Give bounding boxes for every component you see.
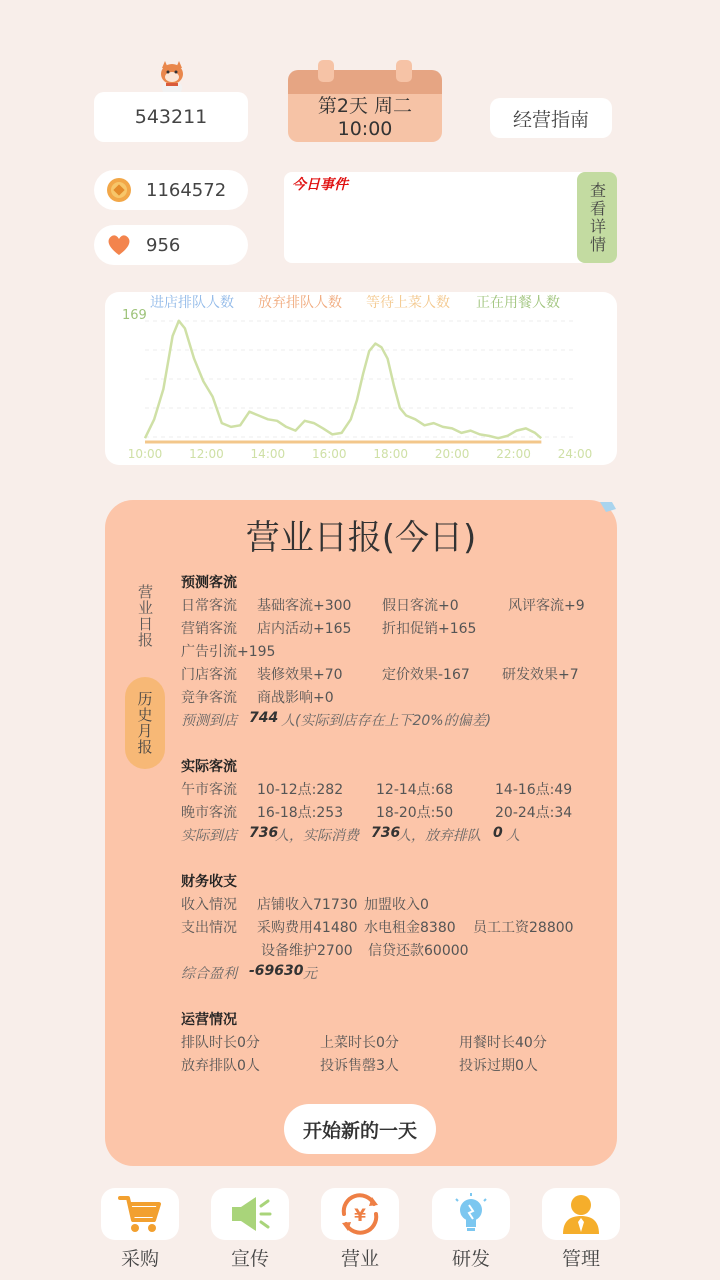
manager-icon	[557, 1192, 605, 1236]
coin-icon	[106, 177, 132, 203]
likes-value: 956	[146, 234, 181, 256]
tab-daily-report[interactable]: 营业日报	[136, 584, 154, 648]
actual-title: 实际客流	[181, 759, 237, 775]
finance-title: 财务收支	[181, 874, 237, 890]
actual-row: 晚市客流 16-18点:253 18-20点:50 20-24点:34	[181, 805, 573, 821]
forecast-note: 预测到店 744 人(实际到店存在上下20%的偏差)	[181, 710, 492, 729]
expense-row: 设备维护2700 信贷还款60000	[261, 943, 469, 959]
heart-icon	[106, 232, 132, 258]
yen-refresh-icon	[336, 1192, 384, 1236]
forecast-row: 门店客流 装修效果+70 定价效果-167 研发效果+7	[181, 667, 579, 683]
tab-monthly-history[interactable]: 历史月报	[125, 677, 165, 769]
nav-research-label: 研发	[451, 1248, 490, 1270]
nav-management[interactable]	[542, 1188, 620, 1271]
chart-x-tick-label: 12:00	[189, 447, 224, 461]
nav-purchase[interactable]	[101, 1188, 179, 1271]
nav-purchase-label: 采购	[120, 1248, 159, 1270]
chart-x-tick-label: 24:00	[557, 447, 593, 461]
actual-note: 实际到店 736 人，实际消费 736 人，放弃排队 0 人	[181, 825, 520, 844]
mascot-icon	[152, 60, 192, 96]
svg-text:¥: ¥	[354, 1206, 366, 1226]
calendar-time: 10:00	[337, 118, 393, 140]
forecast-row: 日常客流 基础客流+300 假日客流+0 风评客流+9	[181, 598, 585, 614]
chart-x-tick-label: 14:00	[250, 447, 286, 461]
income-row: 收入情况 店铺收入71730 加盟收入0	[181, 897, 429, 913]
daily-report-panel	[105, 500, 617, 1166]
report-title: 营业日报(今日)	[245, 518, 477, 558]
customer-flow-chart	[105, 292, 617, 465]
chart-x-tick-label: 16:00	[311, 447, 347, 461]
forecast-row: 竞争客流 商战影响+0	[181, 690, 334, 706]
nav-management-label: 管理	[561, 1248, 600, 1270]
chart-x-tick-label: 18:00	[373, 447, 409, 461]
forecast-row: 广告引流+195	[181, 644, 276, 660]
forecast-title: 预测客流	[181, 575, 237, 591]
calendar-date	[288, 70, 442, 142]
likes-count	[94, 225, 248, 265]
operations-section	[181, 1009, 611, 1078]
events-title: 今日事件	[292, 177, 348, 193]
report-content[interactable]	[181, 572, 611, 1084]
start-new-day-button[interactable]: 开始新的一天	[284, 1104, 436, 1154]
actual-row: 午市客流 10-12点:282 12-14点:68 14-16点:49	[181, 782, 573, 798]
shop-id-display: 543211	[94, 92, 248, 142]
chart-x-tick-label: 10:00	[127, 447, 163, 461]
chart-legend-item: 正在用餐人数	[476, 295, 560, 311]
forecast-row: 营销客流 店内活动+165 折扣促销+165	[181, 621, 477, 637]
actual-section	[181, 756, 611, 848]
profit-note: 综合盈利 -69630 元	[181, 963, 317, 982]
chart-legend-item: 等待上菜人数	[366, 295, 450, 311]
cart-icon	[116, 1192, 164, 1236]
chart-x-tick-label: 20:00	[434, 447, 470, 461]
coin-balance	[94, 170, 248, 210]
coin-value: 1164572	[146, 179, 227, 201]
nav-promotion-label: 宣传	[230, 1248, 269, 1270]
finance-section	[181, 871, 611, 986]
lightbulb-icon	[447, 1192, 495, 1236]
megaphone-icon	[226, 1192, 274, 1236]
nav-research[interactable]	[432, 1188, 510, 1271]
view-details-button[interactable]: 查看详情	[577, 172, 617, 263]
pin-icon	[598, 500, 618, 514]
nav-business-label: 营业	[340, 1248, 379, 1270]
chart-x-tick-label: 22:00	[496, 447, 531, 461]
forecast-section	[181, 572, 611, 733]
business-guide-button[interactable]: 经营指南	[490, 98, 612, 138]
chart-legend-item: 进店排队人数	[150, 295, 234, 311]
operations-title: 运营情况	[181, 1012, 237, 1028]
operations-row: 放弃排队0人 投诉售罄3人 投诉过期0人	[181, 1058, 538, 1074]
nav-business[interactable]	[321, 1188, 399, 1271]
expense-row: 支出情况 采购费用41480 水电租金8380 员工工资28800	[181, 920, 574, 936]
today-events-panel	[284, 172, 617, 263]
nav-promotion[interactable]	[211, 1188, 289, 1271]
calendar-day: 第2天 周二	[317, 95, 413, 117]
operations-row: 排队时长0分 上菜时长0分 用餐时长40分	[181, 1035, 547, 1051]
chart-y-max-label: 169	[122, 308, 147, 323]
chart-legend-item: 放弃排队人数	[258, 295, 342, 311]
